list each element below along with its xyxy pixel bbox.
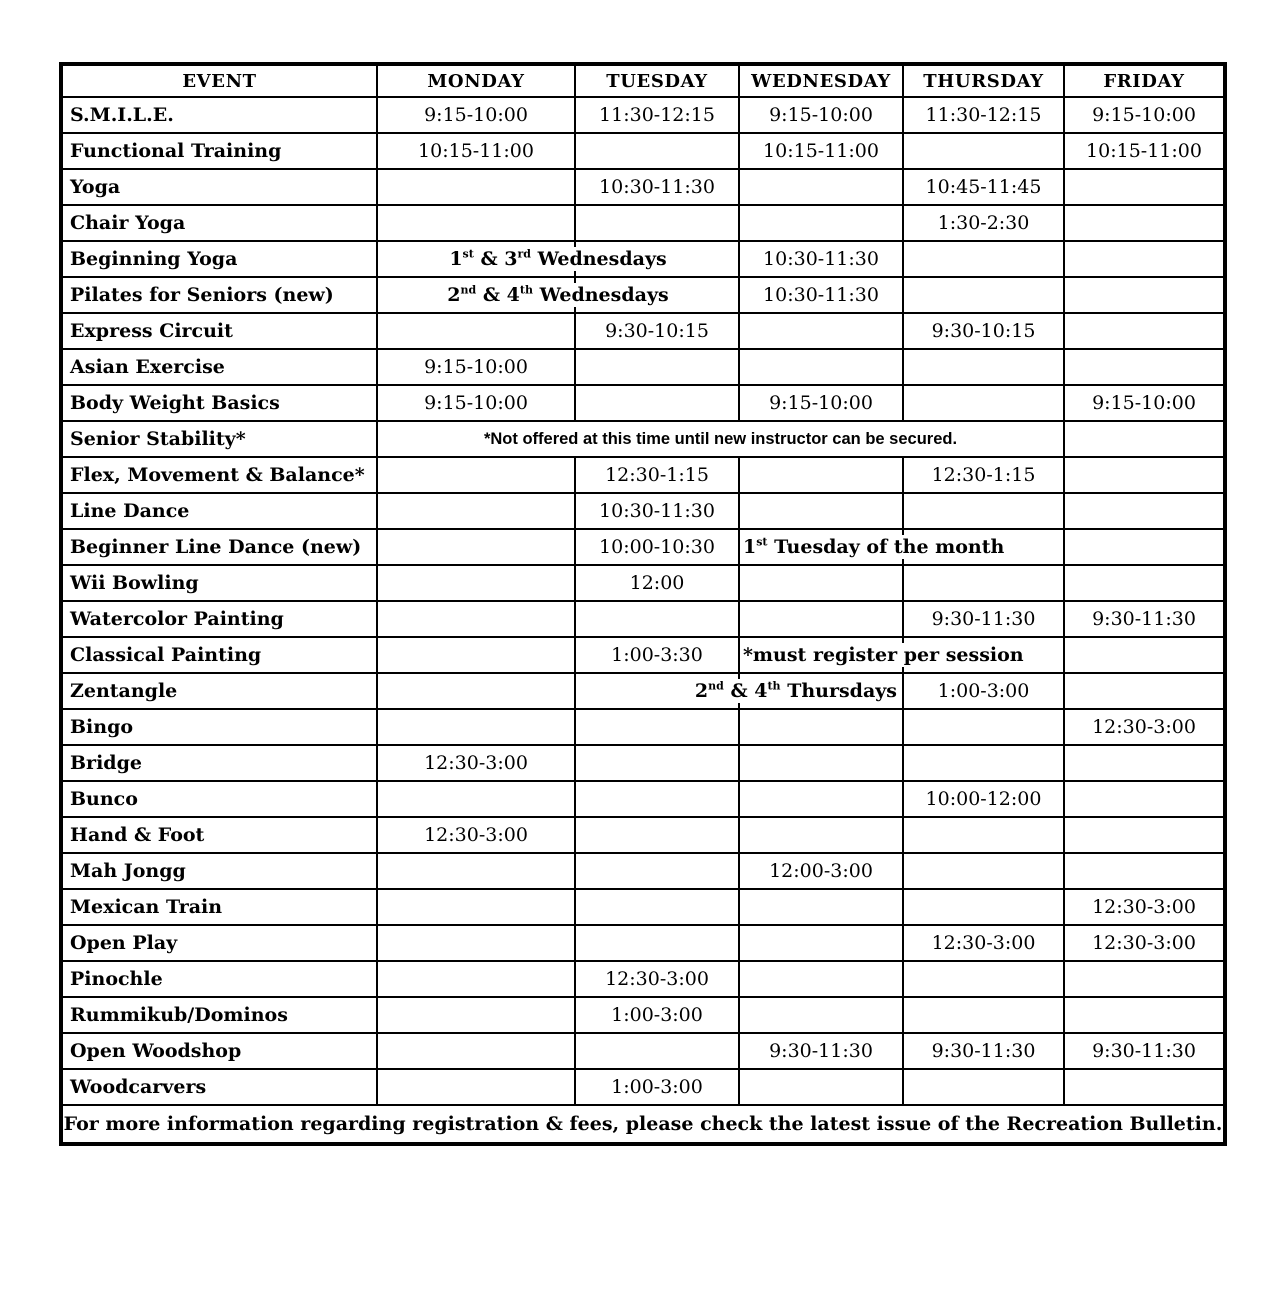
schedule-cell (903, 241, 1064, 277)
event-name: S.M.I.L.E. (61, 97, 377, 133)
schedule-cell (377, 313, 575, 349)
schedule-cell (1064, 529, 1225, 565)
schedule-cell (903, 277, 1064, 313)
column-header-event: EVENT (61, 64, 377, 97)
schedule-cell (1064, 1069, 1225, 1105)
schedule-cell: 9:30-11:30 (1064, 1033, 1225, 1069)
schedule-cell (739, 601, 903, 637)
schedule-cell: 2nd & 4th Thursdays (575, 673, 903, 709)
schedule-cell (575, 781, 739, 817)
schedule-cell: 9:30-11:30 (903, 601, 1064, 637)
schedule-cell: 12:30-3:00 (1064, 925, 1225, 961)
schedule-cell: *Not offered at this time until new instructor can be secured. (377, 421, 1064, 457)
schedule-cell (377, 1069, 575, 1105)
table-row (61, 349, 1225, 385)
schedule-cell: 10:30-11:30 (575, 169, 739, 205)
table-row (61, 673, 1225, 709)
table-row (61, 457, 1225, 493)
event-name: Flex, Movement & Balance* (61, 457, 377, 493)
schedule-cell (903, 997, 1064, 1033)
schedule-cell: 12:30-1:15 (575, 457, 739, 493)
table-row (61, 817, 1225, 853)
schedule-cell (1064, 421, 1225, 457)
event-name: Open Woodshop (61, 1033, 377, 1069)
schedule-cell (903, 961, 1064, 997)
schedule-cell (377, 529, 575, 565)
table-row (61, 493, 1225, 529)
table-row (61, 169, 1225, 205)
event-name: Woodcarvers (61, 1069, 377, 1105)
schedule-cell (903, 133, 1064, 169)
schedule-cell: 9:15-10:00 (377, 349, 575, 385)
schedule-cell (575, 817, 739, 853)
schedule-cell: 12:00 (575, 565, 739, 601)
schedule-cell (1064, 997, 1225, 1033)
schedule-cell: 10:30-11:30 (575, 493, 739, 529)
schedule-cell (377, 853, 575, 889)
schedule-cell: 9:15-10:00 (1064, 97, 1225, 133)
event-name: Zentangle (61, 673, 377, 709)
schedule-cell: 10:00-10:30 (575, 529, 739, 565)
schedule-cell: 10:15-11:00 (1064, 133, 1225, 169)
event-schedule-table (59, 62, 1227, 1146)
table-row (61, 133, 1225, 169)
schedule-cell (739, 205, 903, 241)
table-row (61, 277, 1225, 313)
event-name: Yoga (61, 169, 377, 205)
schedule-cell: 10:15-11:00 (739, 133, 903, 169)
schedule-cell (575, 1033, 739, 1069)
schedule-cell (739, 349, 903, 385)
event-name: Express Circuit (61, 313, 377, 349)
schedule-cell (739, 817, 903, 853)
schedule-cell: 12:30-1:15 (903, 457, 1064, 493)
schedule-cell: 12:30-3:00 (1064, 709, 1225, 745)
table-footer (61, 1105, 1225, 1144)
schedule-cell (1064, 493, 1225, 529)
event-name: Beginning Yoga (61, 241, 377, 277)
schedule-cell (1064, 673, 1225, 709)
column-header-tuesday: TUESDAY (575, 64, 739, 97)
schedule-cell: 9:15-10:00 (377, 385, 575, 421)
footer-note: For more information regarding registration & fees, please check the latest issue of the Recreation Bulletin. (61, 1105, 1225, 1144)
schedule-cell: *must register per session (739, 637, 1064, 673)
table-row (61, 529, 1225, 565)
schedule-cell: 9:15-10:00 (377, 97, 575, 133)
table-row (61, 97, 1225, 133)
schedule-cell: 10:30-11:30 (739, 241, 903, 277)
schedule-cell (903, 889, 1064, 925)
event-name: Body Weight Basics (61, 385, 377, 421)
schedule-cell (575, 349, 739, 385)
schedule-cell (575, 889, 739, 925)
schedule-cell: 10:45-11:45 (903, 169, 1064, 205)
schedule-cell: 9:15-10:00 (739, 97, 903, 133)
schedule-cell (1064, 781, 1225, 817)
schedule-cell: 12:00-3:00 (739, 853, 903, 889)
schedule-cell (1064, 241, 1225, 277)
schedule-cell: 10:15-11:00 (377, 133, 575, 169)
table-row (61, 925, 1225, 961)
event-name: Chair Yoga (61, 205, 377, 241)
event-name: Wii Bowling (61, 565, 377, 601)
table-row (61, 1033, 1225, 1069)
table-header (61, 64, 1225, 97)
table-row (61, 637, 1225, 673)
schedule-cell: 1:00-3:00 (575, 997, 739, 1033)
schedule-cell (903, 745, 1064, 781)
schedule-cell (739, 997, 903, 1033)
schedule-cell (575, 745, 739, 781)
schedule-cell (575, 385, 739, 421)
schedule-cell (739, 889, 903, 925)
event-name: Pilates for Seniors (new) (61, 277, 377, 313)
schedule-cell: 1:00-3:30 (575, 637, 739, 673)
schedule-cell (739, 565, 903, 601)
schedule-cell (377, 493, 575, 529)
event-name: Bridge (61, 745, 377, 781)
schedule-cell: 9:15-10:00 (739, 385, 903, 421)
schedule-cell (739, 961, 903, 997)
table-row (61, 601, 1225, 637)
schedule-cell (903, 817, 1064, 853)
schedule-cell: 9:30-11:30 (739, 1033, 903, 1069)
table-row (61, 421, 1225, 457)
schedule-cell (377, 1033, 575, 1069)
event-name: Functional Training (61, 133, 377, 169)
table-row (61, 205, 1225, 241)
schedule-cell (377, 709, 575, 745)
schedule-cell (739, 493, 903, 529)
schedule-cell: 12:30-3:00 (377, 745, 575, 781)
schedule-cell: 12:30-3:00 (377, 817, 575, 853)
table-row (61, 385, 1225, 421)
schedule-cell (377, 781, 575, 817)
schedule-cell: 9:30-10:15 (903, 313, 1064, 349)
footer-row (61, 1105, 1225, 1144)
schedule-cell (575, 133, 739, 169)
schedule-cell: 10:30-11:30 (739, 277, 903, 313)
schedule-cell (377, 565, 575, 601)
schedule-cell: 11:30-12:15 (575, 97, 739, 133)
schedule-cell (377, 637, 575, 673)
schedule-cell: 9:30-11:30 (903, 1033, 1064, 1069)
event-name: Rummikub/Dominos (61, 997, 377, 1033)
schedule-cell: 12:30-3:00 (575, 961, 739, 997)
table-row (61, 565, 1225, 601)
schedule-cell (903, 853, 1064, 889)
event-name: Mexican Train (61, 889, 377, 925)
schedule-cell (739, 745, 903, 781)
table-row (61, 241, 1225, 277)
event-name: Classical Painting (61, 637, 377, 673)
schedule-cell (377, 457, 575, 493)
schedule-cell: 10:00-12:00 (903, 781, 1064, 817)
schedule-cell (903, 1069, 1064, 1105)
event-name: Bunco (61, 781, 377, 817)
schedule-cell (1064, 853, 1225, 889)
schedule-cell (739, 169, 903, 205)
event-name: Beginner Line Dance (new) (61, 529, 377, 565)
schedule-cell: 1:00-3:00 (575, 1069, 739, 1105)
column-header-friday: FRIDAY (1064, 64, 1225, 97)
event-name: Watercolor Painting (61, 601, 377, 637)
event-name: Line Dance (61, 493, 377, 529)
schedule-cell (903, 493, 1064, 529)
schedule-cell (377, 205, 575, 241)
schedule-cell (1064, 169, 1225, 205)
schedule-cell (1064, 313, 1225, 349)
table-row (61, 313, 1225, 349)
schedule-cell (739, 709, 903, 745)
schedule-cell: 1:30-2:30 (903, 205, 1064, 241)
schedule-cell (1064, 637, 1225, 673)
schedule-cell (377, 889, 575, 925)
event-name: Open Play (61, 925, 377, 961)
schedule-cell (903, 565, 1064, 601)
schedule-cell (575, 601, 739, 637)
event-name: Asian Exercise (61, 349, 377, 385)
table-row (61, 709, 1225, 745)
schedule-cell (739, 925, 903, 961)
schedule-cell (575, 709, 739, 745)
event-name: Senior Stability* (61, 421, 377, 457)
schedule-cell: 1st & 3rd Wednesdays (377, 241, 739, 277)
table-row (61, 1069, 1225, 1105)
schedule-cell (1064, 565, 1225, 601)
table-row (61, 961, 1225, 997)
schedule-cell (575, 205, 739, 241)
header-row (61, 64, 1225, 97)
table-body (61, 97, 1225, 1105)
schedule-cell: 2nd & 4th Wednesdays (377, 277, 739, 313)
event-name: Bingo (61, 709, 377, 745)
table-row (61, 997, 1225, 1033)
schedule-cell (739, 781, 903, 817)
schedule-cell (739, 457, 903, 493)
schedule-cell (377, 925, 575, 961)
table-row (61, 781, 1225, 817)
schedule-cell (377, 601, 575, 637)
column-header-thursday: THURSDAY (903, 64, 1064, 97)
schedule-cell (1064, 961, 1225, 997)
schedule-cell (739, 313, 903, 349)
schedule-cell: 1:00-3:00 (903, 673, 1064, 709)
table-row (61, 745, 1225, 781)
event-name: Hand & Foot (61, 817, 377, 853)
schedule-cell (575, 925, 739, 961)
schedule-cell (377, 997, 575, 1033)
schedule-cell: 1st Tuesday of the month (739, 529, 1064, 565)
schedule-cell (1064, 349, 1225, 385)
schedule-cell: 11:30-12:15 (903, 97, 1064, 133)
column-header-monday: MONDAY (377, 64, 575, 97)
schedule-cell: 9:15-10:00 (1064, 385, 1225, 421)
event-name: Pinochle (61, 961, 377, 997)
schedule-cell: 12:30-3:00 (903, 925, 1064, 961)
schedule-cell (1064, 277, 1225, 313)
schedule-cell (903, 349, 1064, 385)
schedule-cell (903, 709, 1064, 745)
schedule-cell (739, 1069, 903, 1105)
event-name: Mah Jongg (61, 853, 377, 889)
schedule-cell: 9:30-10:15 (575, 313, 739, 349)
schedule-cell (575, 853, 739, 889)
schedule-cell (1064, 745, 1225, 781)
schedule-cell: 9:30-11:30 (1064, 601, 1225, 637)
schedule-cell (1064, 817, 1225, 853)
page (0, 62, 1275, 1294)
schedule-cell (1064, 205, 1225, 241)
schedule-cell (1064, 457, 1225, 493)
schedule-cell (377, 961, 575, 997)
table-row (61, 853, 1225, 889)
schedule-cell (903, 385, 1064, 421)
schedule-cell: 12:30-3:00 (1064, 889, 1225, 925)
table-row (61, 889, 1225, 925)
schedule-cell (377, 673, 575, 709)
column-header-wednesday: WEDNESDAY (739, 64, 903, 97)
schedule-cell (377, 169, 575, 205)
